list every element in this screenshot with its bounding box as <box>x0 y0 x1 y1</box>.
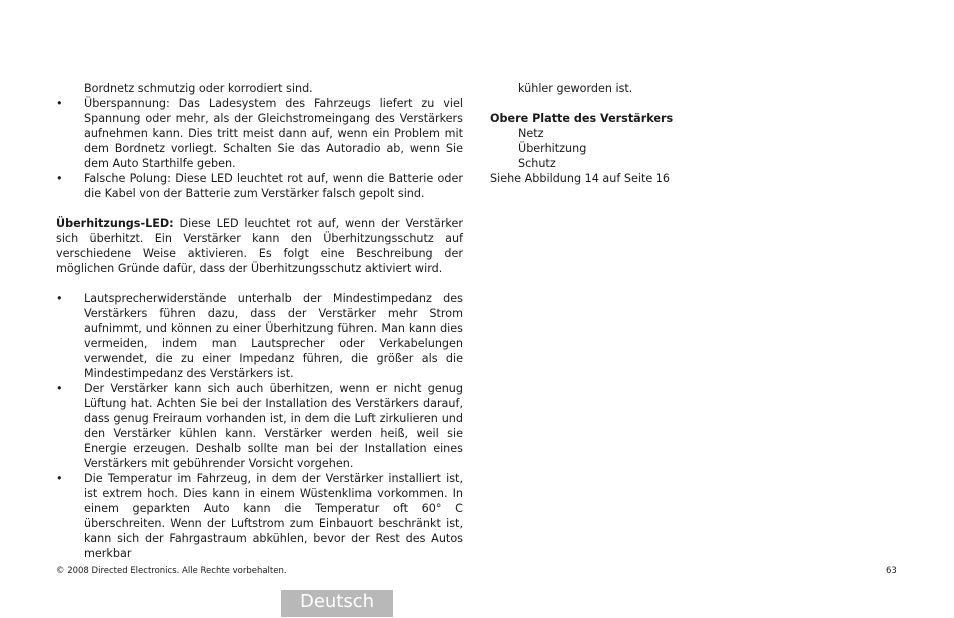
bullet-text: Falsche Polung: Diese LED leuchtet rot auf, wenn die Batterie oder die Kabel von der Batterie zum Verstärker falsch gepolt sind. <box>84 172 463 200</box>
bullet-text: Lautsprecherwiderstände unterhalb der Mindestimpedanz des Verstärkers führen dazu, dass der Verstärker mehr Strom aufnimmt, und können zu einer Überhitzung führen. Man kann dies vermeiden, indem man Lautsprecher oder Verkabelungen verwendet, die zu einer Impedanz führen, die größer als die Mindestimpedanz des Verstärkers ist. <box>84 292 463 380</box>
bullet-icon: • <box>56 172 63 185</box>
bullet-overvoltage <box>56 96 463 171</box>
continued-text: kühler geworden ist. <box>518 82 633 95</box>
bullet-icon: • <box>56 292 63 305</box>
figure-reference: Siehe Abbildung 14 auf Seite 16 <box>490 172 671 185</box>
overheat-label: Überhitzungs-LED: <box>56 217 174 230</box>
list-item: Schutz <box>518 157 556 170</box>
bullet-icon: • <box>56 472 63 485</box>
bullet-reverse-polarity <box>56 171 463 201</box>
left-column <box>56 81 463 561</box>
bullet-vehicle-temperature <box>56 471 463 561</box>
continued-text: Bordnetz schmutzig oder korrodiert sind. <box>84 82 313 95</box>
copyright-notice: © 2008 Directed Electronics. Alle Rechte vorbehalten. <box>56 566 287 576</box>
language-tab: Deutsch <box>281 590 393 617</box>
bullet-text: Überspannung: Das Ladesystem des Fahrzeugs liefert zu viel Spannung oder mehr, als der Gleichstromeingang des Verstärkers aufnehmen kann. Dies tritt meist dann auf, wenn ein Problem mit dem Bordnetz vorliegt. Schalten Sie das Autoradio ab, wenn Sie dem Auto Starthilfe geben. <box>84 97 463 170</box>
bullet-text: Die Temperatur im Fahrzeug, in dem der Verstärker installiert ist, ist extrem hoch. Dies kann in einem Wüstenklima vorkommen. In einem geparkten Auto kann die Temperatur oft 60° C überschreiten. Wenn der Luftstrom zum Einbauort beschränkt ist, kann sich der Fahrgastraum abkühlen, bevor der Rest des Autos merkbar <box>84 472 463 560</box>
list-item: Überhitzung <box>518 142 587 155</box>
bullet-speaker-impedance <box>56 291 463 381</box>
right-column <box>490 81 890 186</box>
bullet-ventilation <box>56 381 463 471</box>
list-item: Netz <box>518 127 544 140</box>
overheat-paragraph <box>56 216 463 276</box>
page-number: 63 <box>886 566 897 576</box>
bullet-text: Der Verstärker kann sich auch überhitzen, wenn er nicht genug Lüftung hat. Achten Sie bei der Installation des Verstärkers darauf, dass genug Freiraum vorhanden ist, in dem die Luft zirkulieren und den Verstärker kühlen kann. Verstärker werden heiß, weil sie Energie erzeugen. Deshalb sollte man bei der Installation eines Verstärkers mit gebührender Vorsicht vorgehen. <box>84 382 463 470</box>
bullet-icon: • <box>56 97 63 110</box>
bullet-icon: • <box>56 382 63 395</box>
overheat-text: Diese LED leuchtet rot auf, wenn der Verstärker sich überhitzt. Ein Verstärker kann den Überhitzungsschutz auf verschiedene Weise aktivieren. Es folgt eine Beschreibung der möglichen Gründe dafür, dass der Überhitzungsschutz aktiviert wird. <box>56 217 463 275</box>
section-heading: Obere Platte des Verstärkers <box>490 112 674 125</box>
